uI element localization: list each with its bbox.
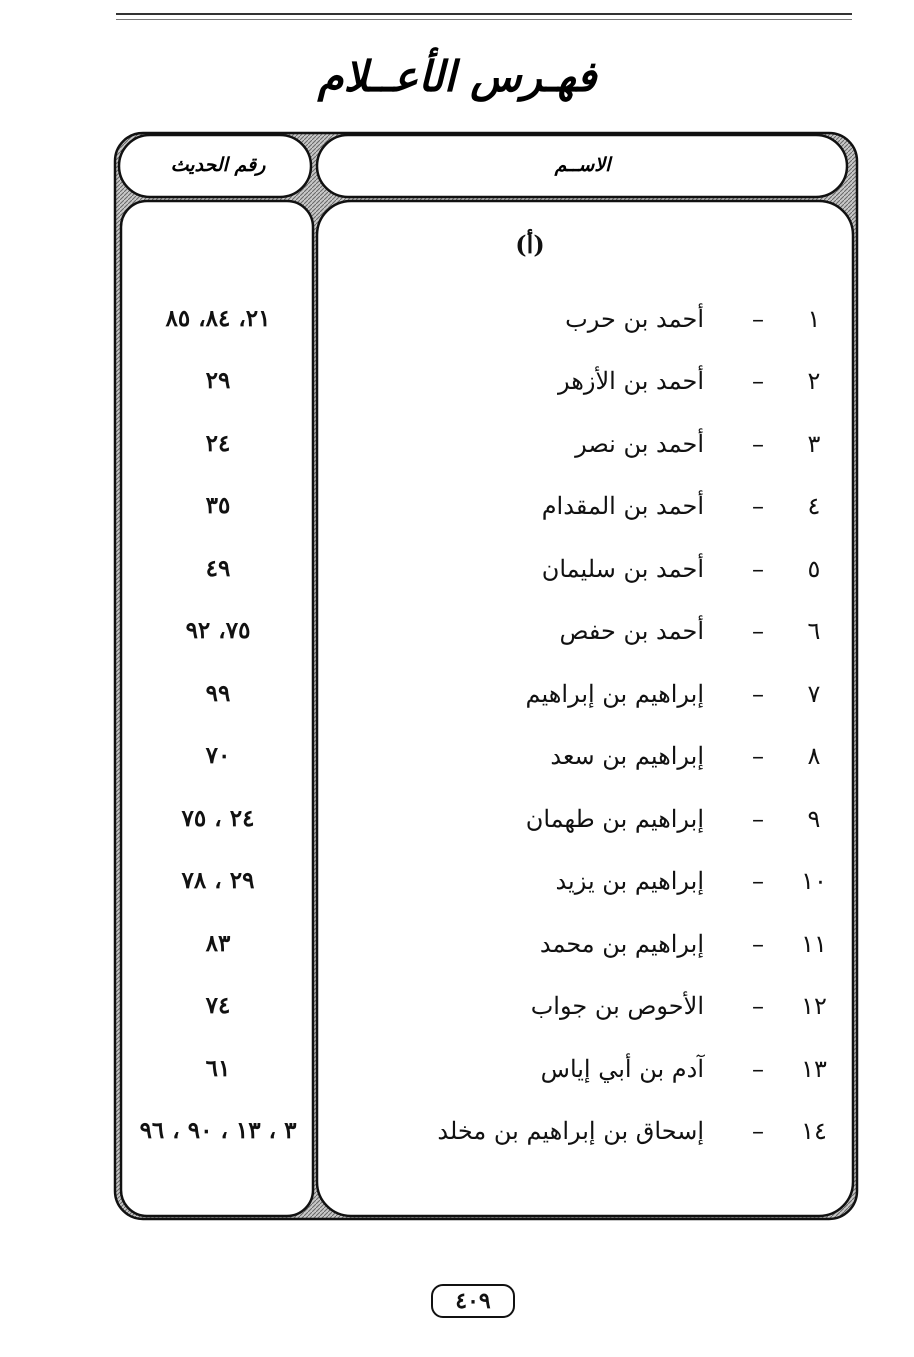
name-column-header: الاســم [554, 154, 611, 176]
row-index: ١٠ [801, 867, 827, 895]
person-name: إبراهيم بن يزيد [555, 867, 704, 895]
row-index: ٢ [807, 367, 821, 395]
person-name: أحمد بن المقدام [541, 492, 704, 520]
hadith-number-column-header: رقم الحديث [170, 154, 266, 176]
row-dash: – [752, 367, 764, 395]
row-dash: – [752, 805, 764, 833]
row-index: ٤ [807, 492, 821, 520]
person-name: إسحاق بن إبراهيم بن مخلد [437, 1117, 704, 1145]
row-dash: – [752, 930, 764, 958]
hadith-numbers: ٣ ، ١٣ ، ٩٠ ، ٩٦ [139, 1117, 297, 1144]
row-index: ٦ [807, 617, 821, 645]
table-row [0, 611, 914, 651]
row-index: ٥ [807, 555, 821, 583]
row-index: ١٣ [801, 1055, 827, 1083]
page-title: فهـرس الأعــلام [317, 52, 597, 101]
hadith-numbers: ٢٤ [205, 430, 231, 457]
hadith-numbers: ٢٩ [205, 367, 231, 394]
row-index: ٩ [807, 805, 821, 833]
person-name: إبراهيم بن إبراهيم [525, 680, 704, 708]
hadith-numbers: ٢٩ ، ٧٨ [181, 867, 255, 894]
row-dash: – [752, 492, 764, 520]
row-dash: – [752, 992, 764, 1020]
table-row [0, 361, 914, 401]
person-name: أحمد بن نصر [575, 430, 704, 458]
hadith-numbers: ٧٠ [205, 742, 231, 769]
row-dash: – [752, 867, 764, 895]
table-row [0, 736, 914, 776]
hadith-numbers: ٢١، ٨٤، ٨٥ [165, 305, 271, 332]
hadith-numbers: ٦١ [205, 1055, 231, 1082]
row-index: ١ [807, 305, 821, 333]
hadith-numbers: ٣٥ [205, 492, 231, 519]
hadith-numbers: ٢٤ ، ٧٥ [181, 805, 255, 832]
person-name: الأحوص بن جواب [530, 992, 704, 1020]
hadith-numbers: ٨٣ [205, 930, 231, 957]
row-index: ١٢ [801, 992, 827, 1020]
table-row [0, 424, 914, 464]
hadith-numbers: ٩٩ [205, 680, 231, 707]
table-row [0, 1111, 914, 1151]
row-dash: – [752, 617, 764, 645]
row-dash: – [752, 680, 764, 708]
section-letter: (أ) [515, 230, 545, 259]
table-row [0, 799, 914, 839]
row-dash: – [752, 742, 764, 770]
row-index: ١٤ [801, 1117, 827, 1145]
person-name: أحمد بن سليمان [541, 555, 704, 583]
person-name: إبراهيم بن محمد [539, 930, 704, 958]
table-row [0, 1049, 914, 1089]
row-dash: – [752, 1055, 764, 1083]
row-index: ١١ [801, 930, 827, 958]
page-number: ٤٠٩ [431, 1284, 515, 1318]
table-row [0, 549, 914, 589]
row-dash: – [752, 1117, 764, 1145]
hadith-numbers: ٧٥، ٩٢ [185, 617, 251, 644]
table-row [0, 486, 914, 526]
person-name: إبراهيم بن طهمان [525, 805, 704, 833]
hadith-numbers: ٧٤ [205, 992, 231, 1019]
row-index: ٨ [807, 742, 821, 770]
table-row [0, 986, 914, 1026]
person-name: أحمد بن حفص [559, 617, 704, 645]
hadith-numbers: ٤٩ [205, 555, 231, 582]
person-name: أحمد بن الأزهر [557, 367, 704, 395]
person-name: أحمد بن حرب [565, 305, 704, 333]
person-name: إبراهيم بن سعد [550, 742, 704, 770]
row-index: ٣ [807, 430, 821, 458]
table-row [0, 299, 914, 339]
row-dash: – [752, 555, 764, 583]
row-index: ٧ [807, 680, 821, 708]
table-row [0, 924, 914, 964]
row-dash: – [752, 305, 764, 333]
table-row [0, 861, 914, 901]
table-row [0, 674, 914, 714]
row-dash: – [752, 430, 764, 458]
person-name: آدم بن أبي إياس [540, 1055, 704, 1083]
